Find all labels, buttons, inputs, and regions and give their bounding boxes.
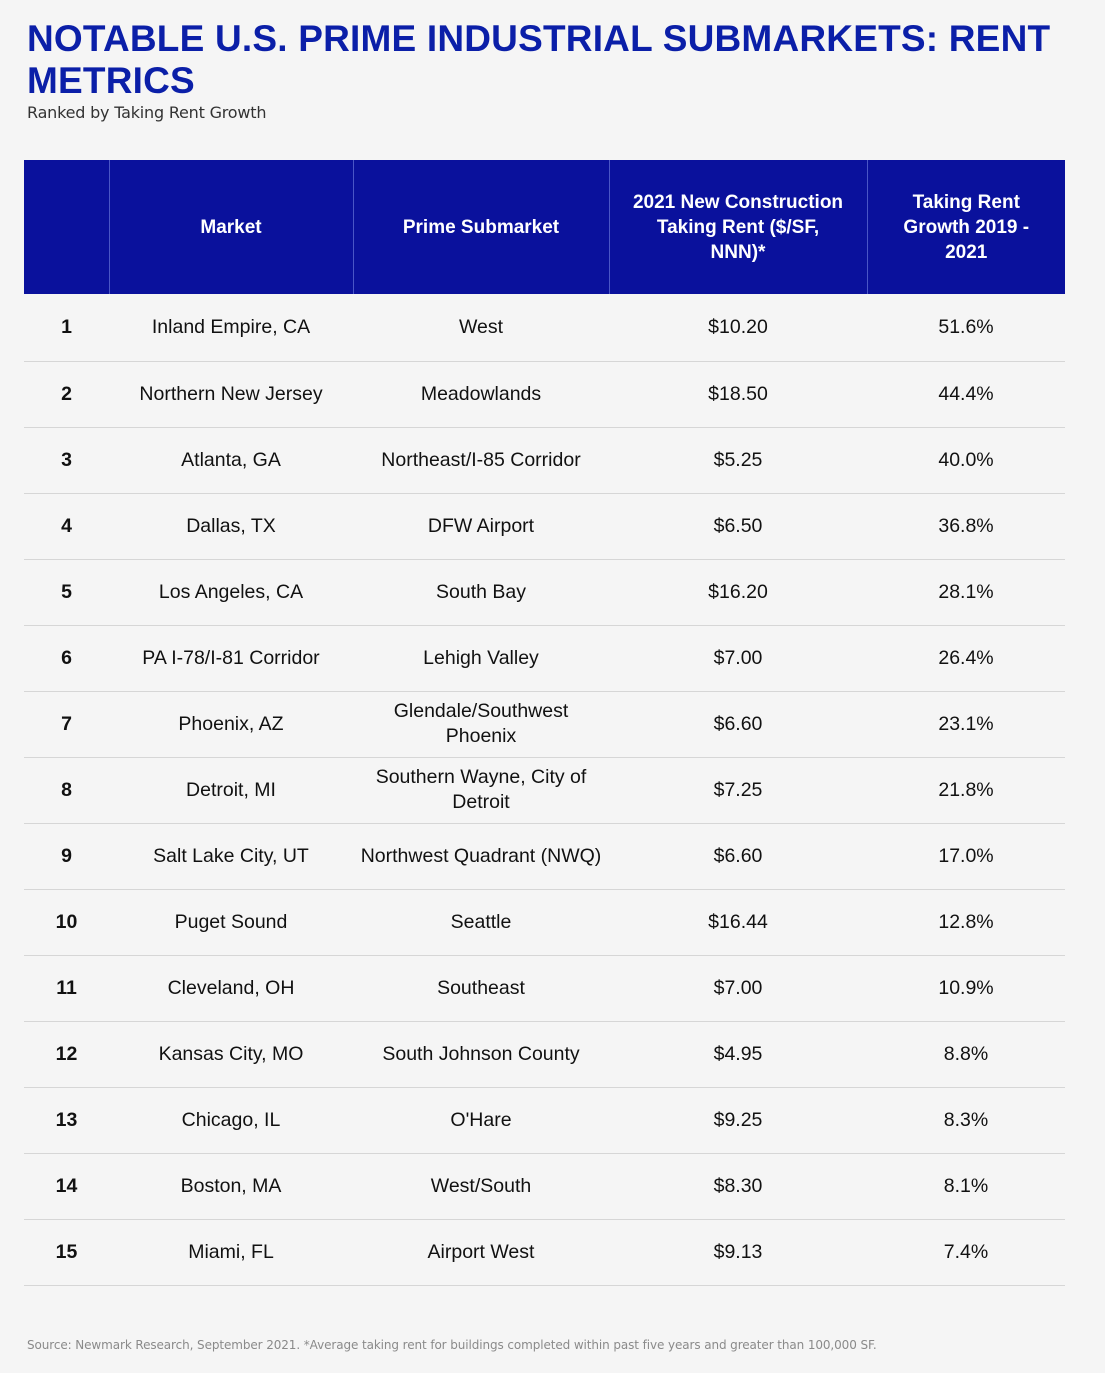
rent-growth-cell: 23.1%: [867, 691, 1065, 757]
table-row: [24, 294, 1065, 361]
taking-rent-cell: $5.25: [609, 427, 867, 493]
rent-growth-cell: 8.3%: [867, 1087, 1065, 1153]
taking-rent-cell: $6.50: [609, 493, 867, 559]
submarket-cell: Seattle: [353, 889, 609, 955]
submarket-cell: Southern Wayne, City of Detroit: [353, 757, 609, 823]
table-row: [24, 1021, 1065, 1087]
market-cell: Salt Lake City, UT: [109, 823, 353, 889]
table-body: [24, 294, 1065, 1285]
rank-cell: 10: [24, 889, 109, 955]
rent-growth-cell: 7.4%: [867, 1219, 1065, 1285]
taking-rent-cell: $7.25: [609, 757, 867, 823]
market-cell: Los Angeles, CA: [109, 559, 353, 625]
rank-cell: 3: [24, 427, 109, 493]
taking-rent-cell: $7.00: [609, 625, 867, 691]
rank-cell: 11: [24, 955, 109, 1021]
page-title: NOTABLE U.S. PRIME INDUSTRIAL SUBMARKETS: RENT METRICS: [27, 18, 1051, 101]
table-row: [24, 691, 1065, 757]
taking-rent-cell: $8.30: [609, 1153, 867, 1219]
table-row: [24, 493, 1065, 559]
submarket-cell: West/South: [353, 1153, 609, 1219]
rank-cell: 4: [24, 493, 109, 559]
header-taking-rent: 2021 New Construction Taking Rent ($/SF, NNN)*: [609, 160, 867, 294]
header-row: [24, 160, 1065, 294]
submarket-cell: Southeast: [353, 955, 609, 1021]
taking-rent-cell: $9.25: [609, 1087, 867, 1153]
taking-rent-cell: $16.20: [609, 559, 867, 625]
rank-cell: 12: [24, 1021, 109, 1087]
submarket-cell: Meadowlands: [353, 361, 609, 427]
rent-growth-cell: 10.9%: [867, 955, 1065, 1021]
rank-cell: 6: [24, 625, 109, 691]
rent-growth-cell: 8.8%: [867, 1021, 1065, 1087]
taking-rent-cell: $4.95: [609, 1021, 867, 1087]
market-cell: Kansas City, MO: [109, 1021, 353, 1087]
market-cell: Inland Empire, CA: [109, 294, 353, 361]
submarket-cell: DFW Airport: [353, 493, 609, 559]
market-cell: Northern New Jersey: [109, 361, 353, 427]
table-row: [24, 559, 1065, 625]
rent-growth-cell: 26.4%: [867, 625, 1065, 691]
submarket-cell: Lehigh Valley: [353, 625, 609, 691]
taking-rent-cell: $9.13: [609, 1219, 867, 1285]
table-row: [24, 625, 1065, 691]
rank-cell: 5: [24, 559, 109, 625]
market-cell: Miami, FL: [109, 1219, 353, 1285]
rent-growth-cell: 44.4%: [867, 361, 1065, 427]
rank-cell: 9: [24, 823, 109, 889]
table-row: [24, 361, 1065, 427]
taking-rent-cell: $6.60: [609, 691, 867, 757]
market-cell: Dallas, TX: [109, 493, 353, 559]
market-cell: Boston, MA: [109, 1153, 353, 1219]
taking-rent-cell: $10.20: [609, 294, 867, 361]
submarket-cell: O'Hare: [353, 1087, 609, 1153]
taking-rent-cell: $7.00: [609, 955, 867, 1021]
rent-growth-cell: 21.8%: [867, 757, 1065, 823]
table-row: [24, 1087, 1065, 1153]
rank-cell: 13: [24, 1087, 109, 1153]
rent-growth-cell: 51.6%: [867, 294, 1065, 361]
rent-growth-cell: 28.1%: [867, 559, 1065, 625]
header-rent-growth: Taking Rent Growth 2019 - 2021: [867, 160, 1065, 294]
rank-cell: 8: [24, 757, 109, 823]
table-row: [24, 1219, 1065, 1285]
rent-growth-cell: 17.0%: [867, 823, 1065, 889]
rent-metrics-table: [24, 160, 1065, 1286]
table-header: [24, 160, 1065, 294]
header-rank: [24, 160, 109, 294]
table-row: [24, 823, 1065, 889]
table-row: [24, 757, 1065, 823]
submarket-cell: Northeast/I-85 Corridor: [353, 427, 609, 493]
rent-growth-cell: 8.1%: [867, 1153, 1065, 1219]
taking-rent-cell: $18.50: [609, 361, 867, 427]
market-cell: Puget Sound: [109, 889, 353, 955]
page-subtitle: Ranked by Taking Rent Growth: [27, 103, 267, 122]
rank-cell: 14: [24, 1153, 109, 1219]
rent-growth-cell: 12.8%: [867, 889, 1065, 955]
submarket-cell: Glendale/Southwest Phoenix: [353, 691, 609, 757]
market-cell: Detroit, MI: [109, 757, 353, 823]
rank-cell: 1: [24, 294, 109, 361]
taking-rent-cell: $6.60: [609, 823, 867, 889]
market-cell: Atlanta, GA: [109, 427, 353, 493]
rank-cell: 15: [24, 1219, 109, 1285]
rank-cell: 2: [24, 361, 109, 427]
table-row: [24, 1153, 1065, 1219]
header-prime-submarket: Prime Submarket: [353, 160, 609, 294]
taking-rent-cell: $16.44: [609, 889, 867, 955]
market-cell: PA I-78/I-81 Corridor: [109, 625, 353, 691]
market-cell: Cleveland, OH: [109, 955, 353, 1021]
rent-growth-cell: 36.8%: [867, 493, 1065, 559]
submarket-cell: West: [353, 294, 609, 361]
source-note: Source: Newmark Research, September 2021. *Average taking rent for buildings completed within past five years and greater than 100,000 SF.: [27, 1338, 877, 1352]
submarket-cell: Northwest Quadrant (NWQ): [353, 823, 609, 889]
submarket-cell: Airport West: [353, 1219, 609, 1285]
table-row: [24, 889, 1065, 955]
table-row: [24, 955, 1065, 1021]
market-cell: Chicago, IL: [109, 1087, 353, 1153]
submarket-cell: South Bay: [353, 559, 609, 625]
rent-growth-cell: 40.0%: [867, 427, 1065, 493]
rank-cell: 7: [24, 691, 109, 757]
submarket-cell: South Johnson County: [353, 1021, 609, 1087]
header-market: Market: [109, 160, 353, 294]
market-cell: Phoenix, AZ: [109, 691, 353, 757]
table-row: [24, 427, 1065, 493]
